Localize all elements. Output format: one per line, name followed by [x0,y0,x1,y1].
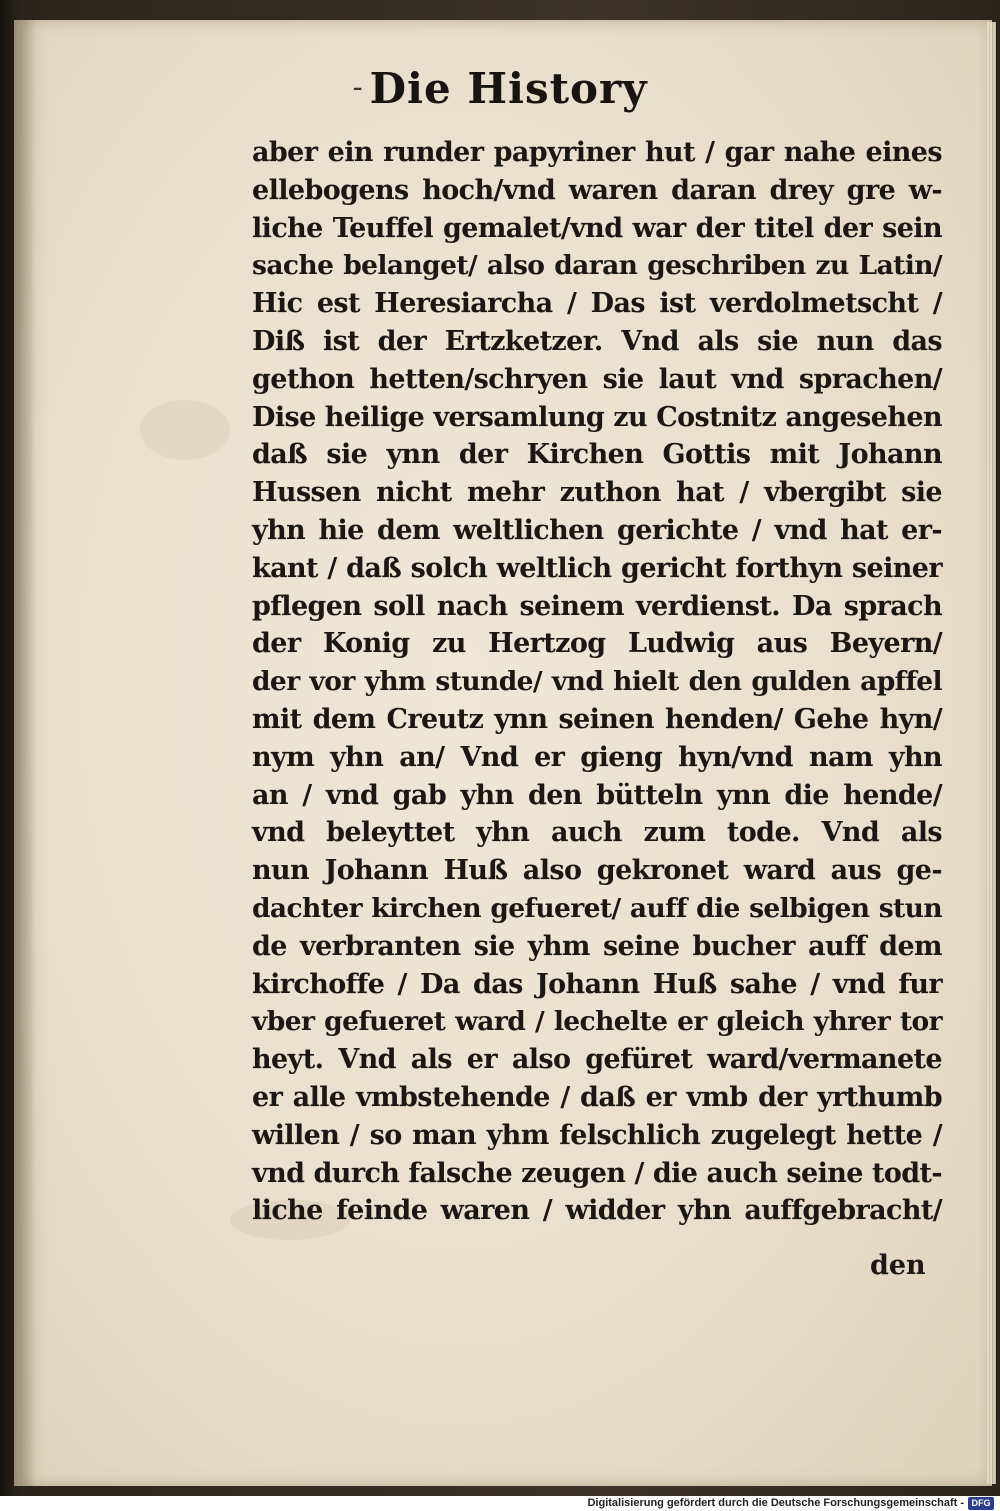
text-line: Dise heilige versamlung zu Costnitz angesehen [252,401,942,433]
footer-credit: Digitalisierung gefördert durch die Deutsche Forschungsgemeinschaft - [587,1497,964,1509]
text-line: de verbranten sie yhm seine bucher auff dem [252,930,942,962]
text-line: Hussen nicht mehr zuthon hat / vbergibt sie [252,477,942,509]
text-line: yhn hie dem weltlichen gerichte / vnd hat er- [252,514,942,546]
text-line: mit dem Creutz ynn seinen henden/ Gehe hyn/ [252,703,942,735]
page-edge [986,22,996,1484]
text-line: der vor yhm stunde/ vnd hielt den gulden apffel [252,666,942,698]
text-line: liche Teuffel gemalet/vnd war der titel der sein [252,212,942,244]
paper-stain [140,400,230,460]
dfg-logo-icon: DFG [968,1497,994,1510]
text-line: kirchoffe / Da das Johann Huß sahe / vnd fur [252,968,942,1000]
text-line: liche feinde waren / widder yhn auffgebracht/ [252,1195,942,1227]
catchword: den [870,1250,926,1281]
text-line: vnd durch falsche zeugen / die auch seine todt- [252,1157,942,1189]
text-line: ellebogens hoch/vnd waren daran drey gre w- [252,174,942,206]
text-line: willen / so man yhm felschlich zugelegt hette / [252,1119,942,1151]
text-line: Diß ist der Ertzketzer. Vnd als sie nun das [252,325,942,357]
running-head-text: Die History [369,64,648,113]
running-head [0,64,1000,113]
spine-shadow [14,20,36,1486]
text-line: an / vnd gab yhn den bütteln ynn die hende/ [252,779,942,811]
running-head-ornament: - [352,70,364,105]
text-line: heyt. Vnd als er also gefüret ward/vermanete [252,1044,942,1076]
text-line: aber ein runder papyriner hut / gar nahe eines [252,137,942,168]
text-line: vber gefueret ward / lechelte er gleich yhrer tor [252,1006,942,1038]
body-text [252,134,942,1230]
footer-bar [0,1496,1000,1511]
text-line: er alle vmbstehende / daß er vmb der yrthumb [252,1081,942,1113]
text-line: dachter kirchen gefueret/ auff die selbigen stun [252,892,942,924]
text-line: nym yhn an/ Vnd er gieng hyn/vnd nam yhn [252,741,942,773]
text-line: vnd beleyttet yhn auch zum tode. Vnd als [252,817,942,849]
text-line: der Konig zu Hertzog Ludwig aus Beyern/ [252,628,942,660]
text-line: pflegen soll nach seinem verdienst. Da sprach [252,590,942,622]
text-line: gethon hetten/schryen sie laut vnd sprachen/ [252,363,942,395]
text-line: kant / daß solch weltlich gericht forthyn seiner [252,552,942,584]
text-line: nun Johann Huß also gekronet ward aus ge- [252,855,942,887]
text-line: daß sie ynn der Kirchen Gottis mit Johann [252,439,942,471]
text-line: Hic est Heresiarcha / Das ist verdolmetscht / [252,288,942,320]
text-line: sache belanget/ also daran geschriben zu Latin/ [252,250,942,282]
